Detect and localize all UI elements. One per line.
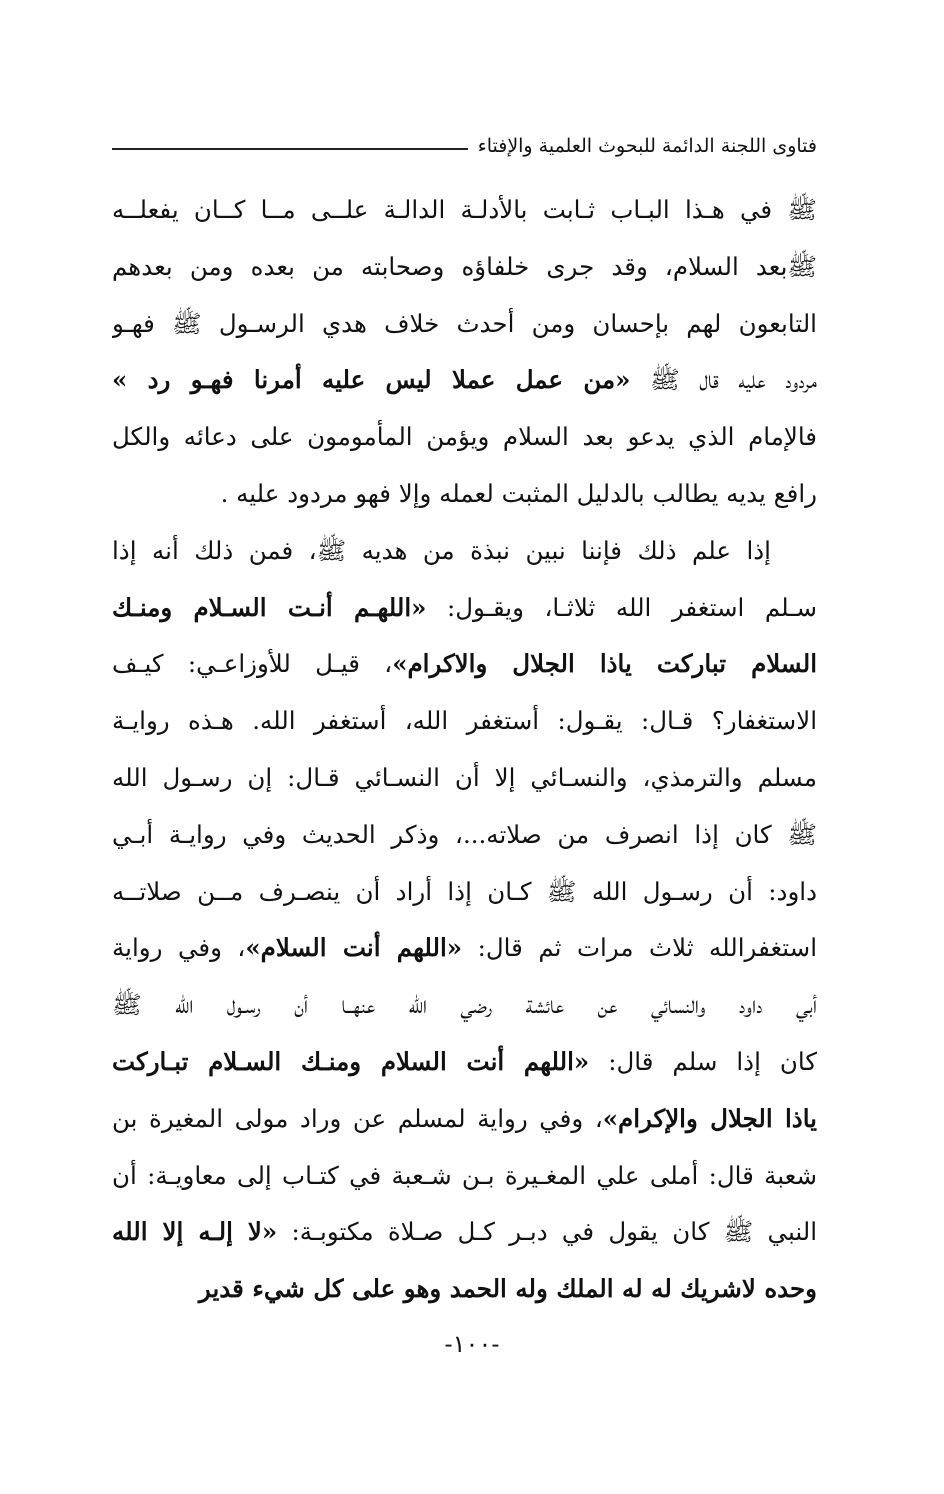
text-segment: ، وفي رواية لمسلم عن وراد مولى المغيرة بن — [112, 1103, 603, 1133]
bold-quote: «من عمل عملا ليس عليه أمرنا فهـو رد » — [112, 365, 631, 395]
text-line: فالإمام الذي يدعو بعد السلام ويؤمن المأمومون على دعائه والكل — [112, 422, 817, 452]
text-segment: ، قيـل للأوزاعـي: كيـف — [112, 649, 393, 679]
text-line — [112, 1261, 817, 1318]
text-line — [112, 580, 817, 637]
text-line: ﷺ في هـذا البـاب ثـابت بالأدلـة الدالـة علــى مــا كــان يفعلــه — [112, 195, 817, 224]
text-line: أبي داود والنسائي عن عائشة رضي الله عنهــا أن رسـول الله ﷺ — [112, 990, 817, 1020]
text-line — [112, 636, 817, 693]
text-segment: ، وفي رواية — [112, 933, 246, 963]
body-text — [112, 182, 817, 1318]
text-line: داود: أن رسـول الله ﷺ كـان إذا أراد أن ينصـرف مــن صلاتــه — [112, 876, 817, 906]
text-line — [112, 920, 817, 977]
header-title: فتاوى اللجنة الدائمة للبحوث العلمية والإفتاء — [477, 135, 817, 157]
text-line: ﷺ كان إذا انصرف من صلاته...، وذكر الحديث وفي روايـة أبـي — [112, 819, 817, 849]
bold-quote: ياذا الجلال والإكرام» — [602, 1103, 817, 1133]
page-number: -١٠٠- — [444, 1330, 500, 1358]
text-segment: استغفرالله ثلاث مرات ثم قال: — [462, 933, 817, 963]
header-rule — [112, 148, 468, 150]
text-line — [112, 352, 817, 409]
text-line: مسلم والترمذي، والنسـائي إلا أن النسـائي قـال: إن رسـول الله — [112, 762, 817, 792]
bold-quote: «اللهم أنت السلام ومنـك السـلام تبـاركت — [112, 1046, 590, 1076]
text-segment: سـلم استغفر الله ثلاثـا، ويقـول: — [426, 592, 817, 622]
text-line: إذا علم ذلك فإننا نبين نبذة من هديه ﷺ، فمن ذلك أنه إذا — [112, 535, 771, 565]
text-line — [112, 1204, 817, 1261]
text-line: الاستغفار؟ قـال: يقـول: أستغفر الله، أستغفر الله. هـذه روايـة — [112, 706, 817, 736]
text-line: رافع يديه يطالب بالدليل المثبت لعمله وإلا فهو مردود عليه . — [220, 478, 817, 508]
text-segment: كان إذا سلم قال: — [589, 1046, 817, 1076]
text-line — [112, 1034, 817, 1091]
text-line — [112, 1091, 817, 1148]
text-line: التابعون لهم بإحسان ومن أحدث خلاف هدي الرسـول ﷺ فهـو — [112, 308, 817, 338]
bold-quote: وحده لاشريك له له الملك وله الحمد وهو على كل شيء قدير — [198, 1274, 817, 1304]
running-header — [112, 126, 817, 166]
text-line: ﷺبعد السلام، وقد جرى خلفاؤه وصحابته من بعده ومن بعدهم — [112, 251, 817, 281]
bold-quote: «اللهـم أنـت السـلام ومنـك — [112, 592, 427, 622]
bold-quote: «اللهم أنت السلام» — [245, 933, 463, 963]
text-segment: النبي ﷺ كان يقول في دبـر كـل صـلاة مكتوبـة: — [277, 1217, 817, 1247]
text-segment: مردود عليه قال ﷺ — [630, 365, 817, 395]
bold-quote: «لا إلـه إلا الله — [112, 1217, 278, 1247]
bold-quote: السلام تباركت ياذا الجلال والاكرام» — [392, 649, 817, 679]
text-line: شعبة قال: أملى علي المغـيرة بـن شـعبة في كتـاب إلى معاويـة: أن — [112, 1160, 817, 1190]
